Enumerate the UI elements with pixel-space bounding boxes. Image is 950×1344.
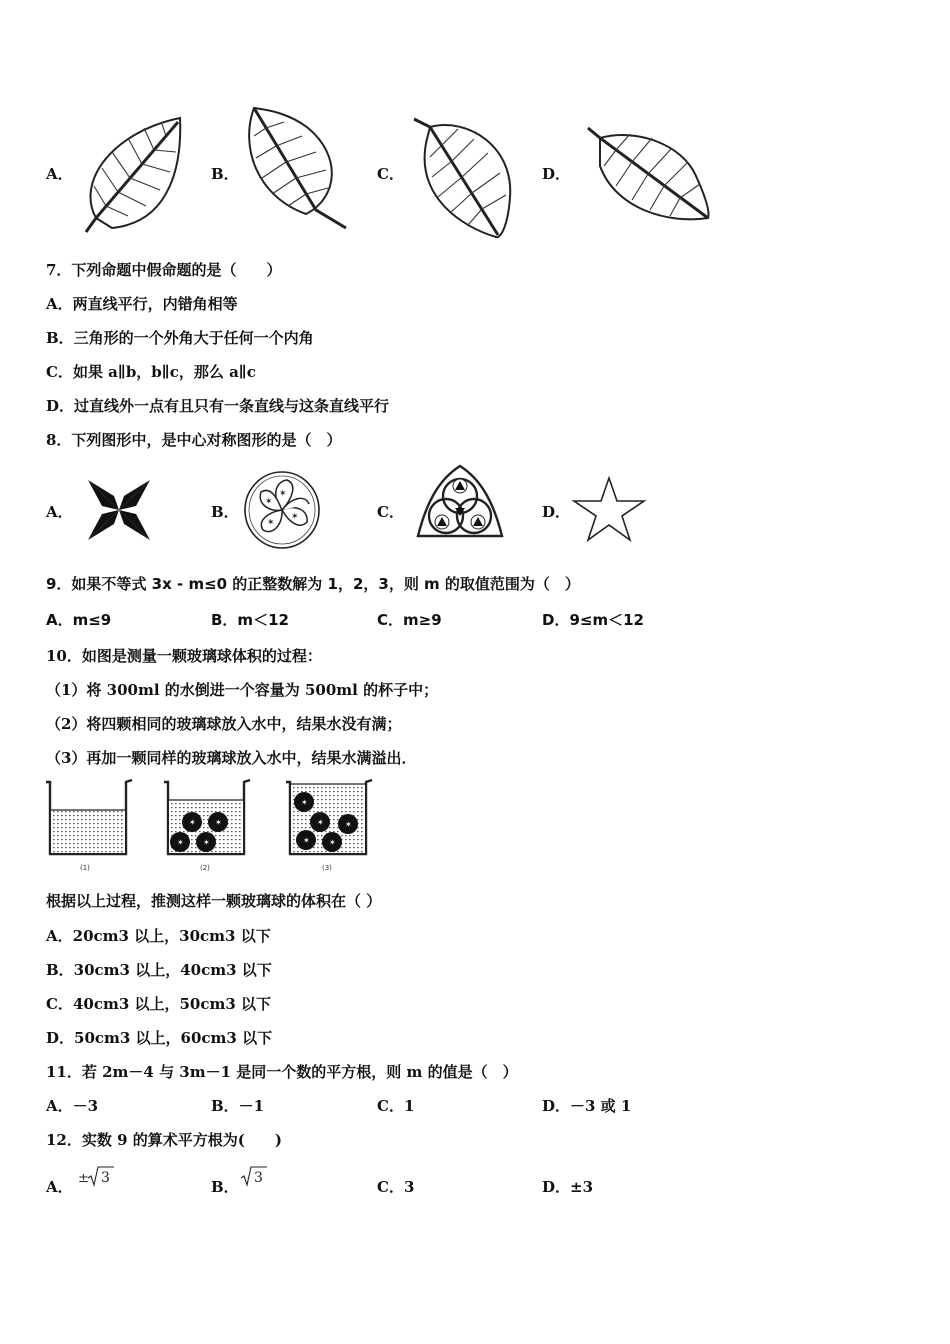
q11-stem: 11．若 2m－4 与 3m－1 是同一个数的平方根，则 m 的值是（ ） <box>46 1063 518 1081</box>
q7-option-a: A．两直线平行，内错角相等 <box>46 295 238 313</box>
svg-text:✶: ✶ <box>177 838 184 847</box>
q10-option-b: B．30cm3 以上，40cm3 以下 <box>46 961 272 979</box>
q10-step-1: （1）将 300ml 的水倒进一个容量为 500ml 的杯子中； <box>46 681 439 699</box>
svg-text:✶: ✶ <box>203 838 210 847</box>
svg-text:✶: ✶ <box>267 518 275 528</box>
q11-option-d: D．－3 或 1 <box>542 1097 632 1115</box>
pm-sign: ± <box>78 1171 89 1186</box>
beaker-figure-2 <box>162 778 252 874</box>
triquetra-figure <box>414 464 506 540</box>
svg-text:✶: ✶ <box>301 798 308 807</box>
leaf-icon <box>412 117 516 241</box>
leaf-icon <box>586 126 714 226</box>
q6-option-d-label: D． <box>542 165 571 183</box>
bauhinia-emblem <box>243 470 321 550</box>
q7-option-b: B．三角形的一个外角大于任何一个内角 <box>46 329 314 347</box>
q12-option-d: D．±3 <box>542 1178 594 1196</box>
q12-option-a-label: A． <box>46 1178 73 1196</box>
q9-option-b: B．m＜12 <box>211 611 289 629</box>
svg-text:✶: ✶ <box>215 818 222 827</box>
beaker-label-2: (2) <box>200 864 210 872</box>
q12-stem: 12．实数 9 的算术平方根为( ) <box>46 1131 282 1149</box>
q10-question: 根据以上过程，推测这样一颗玻璃球的体积在（ ） <box>46 892 382 910</box>
sqrt3 <box>240 1164 270 1188</box>
q8-option-a-label: A． <box>46 503 73 521</box>
svg-text:✶: ✶ <box>303 836 310 845</box>
leaf-icon <box>82 112 192 236</box>
q7-option-c: C．如果 a∥b，b∥c，那么 a∥c <box>46 363 256 381</box>
svg-text:✶: ✶ <box>189 818 196 827</box>
q12-option-b-label: B． <box>211 1178 239 1196</box>
q11-option-a: A．－3 <box>46 1097 99 1115</box>
q7-stem: 7．下列命题中假命题的是（ ） <box>46 261 282 279</box>
q10-step-2: （2）将四颗相同的玻璃球放入水中，结果水没有满； <box>46 715 402 733</box>
q8-stem: 8．下列图形中，是中心对称图形的是（ ） <box>46 431 342 449</box>
q8-option-c-label: C． <box>377 503 404 521</box>
q9-option-a: A．m≤9 <box>46 611 112 629</box>
svg-text:✶: ✶ <box>291 512 299 522</box>
q10-step-3: （3）再加一颗同样的玻璃球放入水中，结果水满溢出． <box>46 749 417 767</box>
beaker-figure-1 <box>44 778 134 874</box>
q10-stem: 10．如图是测量一颗玻璃球体积的过程： <box>46 647 322 665</box>
q6-option-a-label: A． <box>46 165 73 183</box>
q6-option-b-label: B． <box>211 165 239 183</box>
svg-text:✶: ✶ <box>329 838 336 847</box>
q11-option-b: B．－1 <box>211 1097 265 1115</box>
q8-option-b-label: B． <box>211 503 239 521</box>
q7-option-d: D．过直线外一点有且只有一条直线与这条直线平行 <box>46 397 390 415</box>
svg-text:✶: ✶ <box>317 818 324 827</box>
q9-option-c: C．m≥9 <box>377 611 442 629</box>
radicand-a: 3 <box>101 1170 110 1186</box>
radicand-b: 3 <box>254 1170 263 1186</box>
leaf-icon <box>246 106 354 232</box>
q10-option-a: A．20cm3 以上，30cm3 以下 <box>46 927 271 945</box>
q9-option-d: D．9≤m＜12 <box>542 611 644 629</box>
q10-option-c: C．40cm3 以上，50cm3 以下 <box>46 995 272 1013</box>
svg-text:✶: ✶ <box>279 489 287 499</box>
pinwheel-figure <box>84 478 154 542</box>
beaker-label-1: (1) <box>80 864 90 872</box>
beaker-label-3: (3) <box>322 864 332 872</box>
q6-option-c-label: C． <box>377 165 404 183</box>
svg-text:✶: ✶ <box>345 820 352 829</box>
beaker-figure-3 <box>284 778 374 874</box>
svg-text:✶: ✶ <box>265 497 273 507</box>
star-icon <box>572 476 646 542</box>
q10-option-d: D．50cm3 以上，60cm3 以下 <box>46 1029 273 1047</box>
q12-option-c: C．3 <box>377 1178 415 1196</box>
q11-option-c: C．1 <box>377 1097 415 1115</box>
q9-stem: 9．如果不等式 3x - m≤0 的正整数解为 1，2，3，则 m 的取值范围为（ ） <box>46 575 580 593</box>
q8-option-d-label: D． <box>542 503 571 521</box>
plus-minus-sqrt3 <box>78 1164 118 1188</box>
